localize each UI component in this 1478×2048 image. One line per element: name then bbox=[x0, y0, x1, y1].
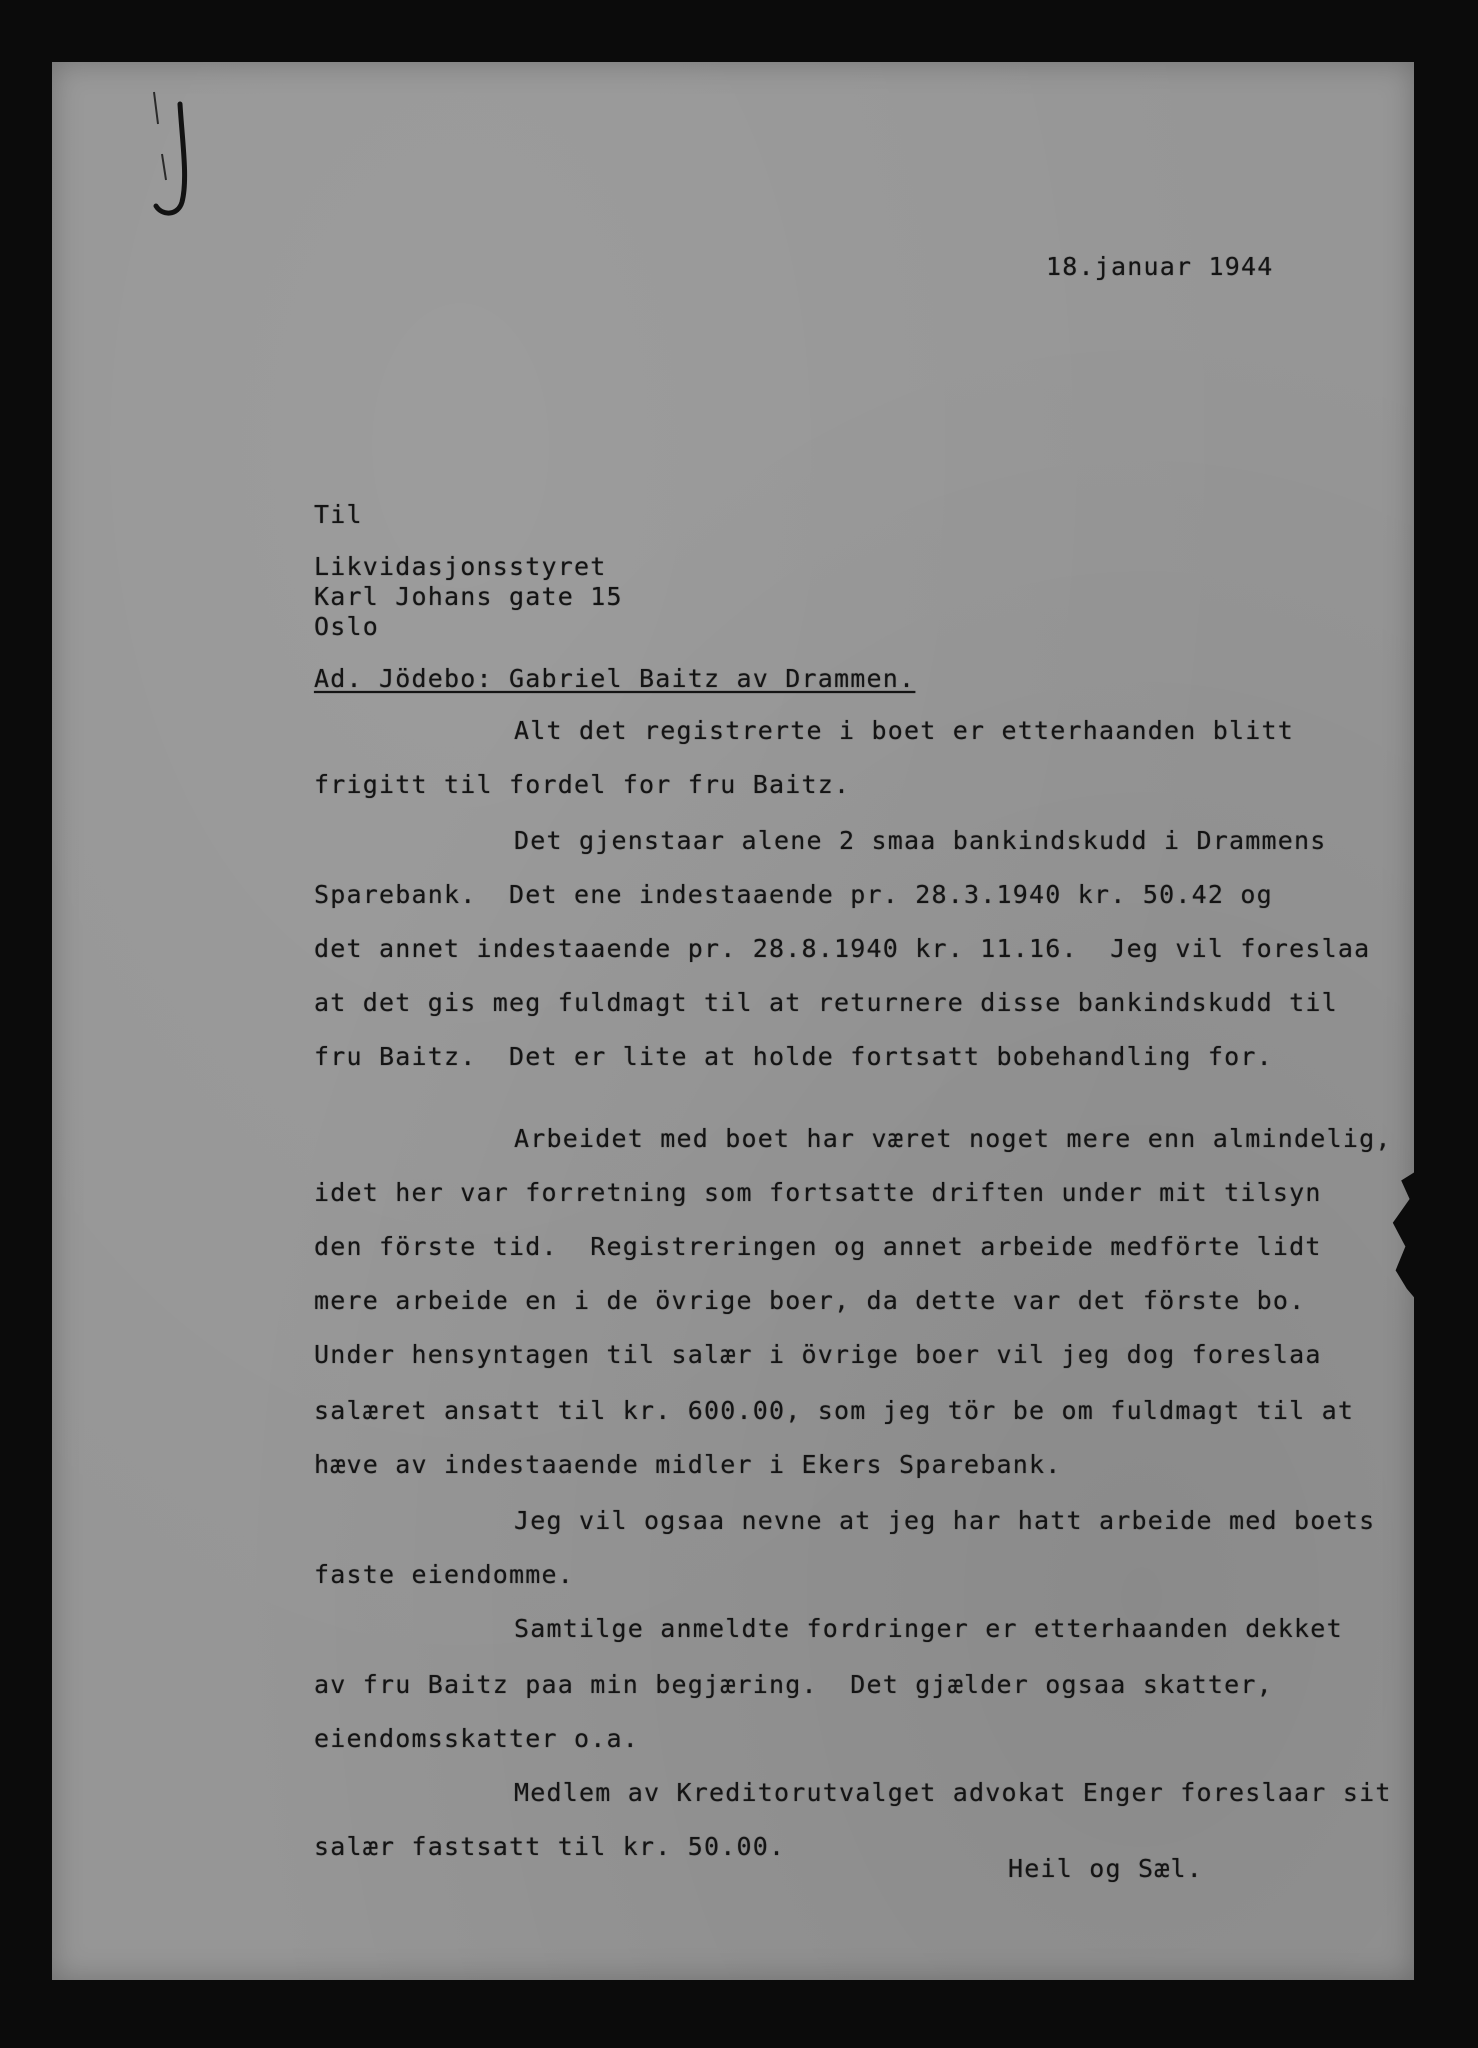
body-line: hæve av indestaaende midler i Ekers Sparebank. bbox=[314, 1450, 1062, 1479]
body-line: salæret ansatt til kr. 600.00, som jeg tör be om fuldmagt til at bbox=[314, 1396, 1355, 1425]
recipient-city: Oslo bbox=[314, 612, 380, 641]
body-line: faste eiendomme. bbox=[314, 1560, 575, 1589]
recipient-name: Likvidasjonsstyret bbox=[314, 552, 607, 581]
recipient-street: Karl Johans gate 15 bbox=[314, 582, 623, 611]
body-line: fru Baitz. Det er lite at holde fortsatt bobehandling for. bbox=[314, 1042, 1273, 1071]
torn-edge bbox=[1390, 1170, 1418, 1302]
letter-closing: Heil og Sæl. bbox=[1008, 1854, 1204, 1883]
body-line: Medlem av Kreditorutvalget advokat Enger foreslaar sit bbox=[514, 1778, 1392, 1807]
body-line: Alt det registrerte i boet er etterhaanden blitt bbox=[514, 716, 1295, 745]
body-line: Arbeidet med boet har været noget mere enn almindelig, bbox=[514, 1124, 1392, 1153]
body-line: eiendomsskatter o.a. bbox=[314, 1724, 640, 1753]
body-line: Det gjenstaar alene 2 smaa bankindskudd i Drammens bbox=[514, 826, 1327, 855]
letter-subject: Ad. Jödebo: Gabriel Baitz av Drammen. bbox=[314, 664, 916, 693]
body-line: den förste tid. Registreringen og annet arbeide medförte lidt bbox=[314, 1232, 1322, 1261]
body-line: idet her var forretning som fortsatte driften under mit tilsyn bbox=[314, 1178, 1322, 1207]
letter-date: 18.januar 1944 bbox=[1046, 252, 1274, 281]
body-line: det annet indestaaende pr. 28.8.1940 kr. 11.16. Jeg vil foreslaa bbox=[314, 934, 1371, 963]
body-line: Under hensyntagen til salær i övrige boer vil jeg dog foreslaa bbox=[314, 1340, 1322, 1369]
body-line: salær fastsatt til kr. 50.00. bbox=[314, 1832, 786, 1861]
body-line: at det gis meg fuldmagt til at returnere disse bankindskudd til bbox=[314, 988, 1338, 1017]
body-line: Jeg vil ogsaa nevne at jeg har hatt arbeide med boets bbox=[514, 1506, 1376, 1535]
body-line: frigitt til fordel for fru Baitz. bbox=[314, 770, 851, 799]
body-line: av fru Baitz paa min begjæring. Det gjælder ogsaa skatter, bbox=[314, 1670, 1273, 1699]
handwritten-mark-icon bbox=[122, 84, 202, 224]
body-line: Samtilge anmeldte fordringer er etterhaanden dekket bbox=[514, 1614, 1343, 1643]
body-line: Sparebank. Det ene indestaaende pr. 28.3.1940 kr. 50.42 og bbox=[314, 880, 1273, 909]
body-line: mere arbeide en i de övrige boer, da dette var det förste bo. bbox=[314, 1286, 1306, 1315]
letter-salutation: Til bbox=[314, 500, 363, 529]
